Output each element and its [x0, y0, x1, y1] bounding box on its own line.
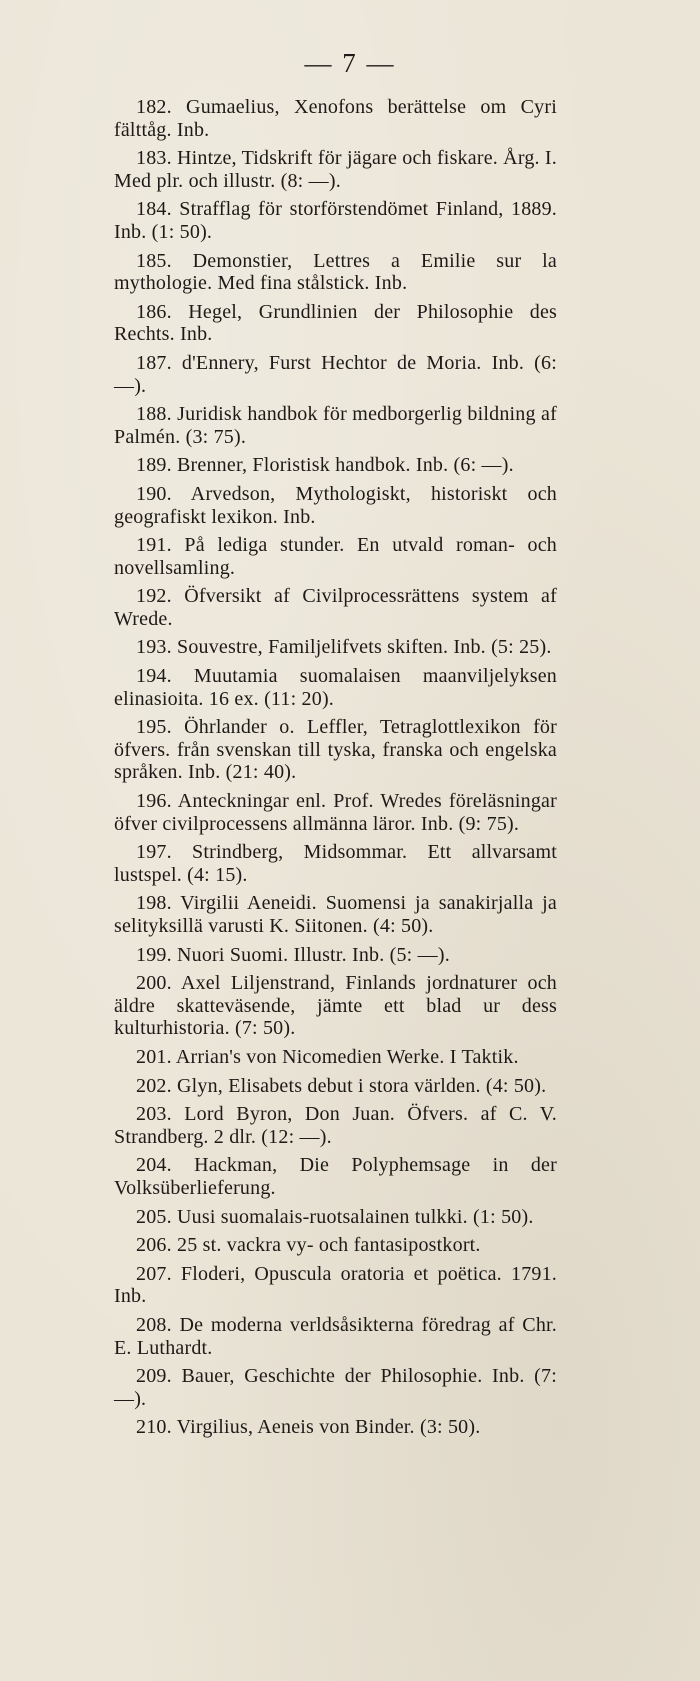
catalog-entry-203: 203. Lord Byron, Don Juan. Öfvers. af C. V. Strandberg. 2 dlr. (12: —). — [114, 1103, 557, 1148]
catalog-entry-191: 191. På lediga stunder. En utvald roman- och novellsamling. — [114, 534, 557, 579]
catalog-entry-197: 197. Strindberg, Midsommar. Ett allvarsamt lustspel. (4: 15). — [114, 841, 557, 886]
catalog-entry-185: 185. Demonstier, Lettres a Emilie sur la mythologie. Med fina stålstick. Inb. — [114, 249, 557, 295]
catalog-entry-189: 189. Brenner, Floristisk handbok. Inb. (6: —). — [136, 454, 514, 477]
page-number: — 7 — — [304, 48, 396, 78]
catalog-entry-202: 202. Glyn, Elisabets debut i stora världen. (4: 50). — [136, 1074, 547, 1097]
catalog-entry-206: 206. 25 st. vackra vy- och fantasipostkort. — [136, 1234, 481, 1257]
catalog-entry-187: 187. d'Ennery, Furst Hechtor de Moria. Inb. (6: —). — [114, 351, 557, 397]
catalog-entry-183: 183. Hintze, Tidskrift för jägare och fiskare. Årg. I. Med plr. och illustr. (8: —). — [114, 147, 557, 192]
catalog-entry-209: 209. Bauer, Geschichte der Philosophie. Inb. (7: —). — [114, 1365, 557, 1410]
catalog-entry-201: 201. Arrian's von Nicomedien Werke. I Taktik. — [136, 1045, 519, 1068]
catalog-entry-207: 207. Floderi, Opuscula oratoria et poëtica. 1791. Inb. — [114, 1262, 557, 1308]
catalog-entry-193: 193. Souvestre, Familjelifvets skiften. Inb. (5: 25). — [136, 636, 552, 659]
catalog-entry-198: 198. Virgilii Aeneidi. Suomensi ja sanakirjalla ja selityksillä varusti K. Siitonen. (4: 50). — [114, 892, 557, 937]
catalog-entry-188: 188. Juridisk handbok för medborgerlig bildning af Palmén. (3: 75). — [114, 403, 557, 448]
catalog-entry-200: 200. Axel Liljenstrand, Finlands jordnaturer och äldre skatteväsende, jämte ett blad ur dess kulturhistoria. (7: 50). — [114, 972, 557, 1040]
catalog-entry-190: 190. Arvedson, Mythologiskt, historiskt och geografiskt lexikon. Inb. — [114, 482, 557, 528]
catalog-entry-192: 192. Öfversikt af Civilprocessrättens system af Wrede. — [114, 585, 557, 630]
catalog-entry-184: 184. Strafflag för storförstendömet Finland, 1889. Inb. (1: 50). — [114, 198, 557, 243]
catalog-entry-list — [114, 96, 557, 1445]
catalog-entry-196: 196. Anteckningar enl. Prof. Wredes föreläsningar öfver civilprocessens allmänna läror. Inb. (9: 75). — [114, 790, 557, 835]
catalog-entry-199: 199. Nuori Suomi. Illustr. Inb. (5: —). — [136, 943, 450, 966]
catalog-entry-186: 186. Hegel, Grundlinien der Philosophie des Rechts. Inb. — [114, 300, 557, 346]
catalog-entry-208: 208. De moderna verldsåsikterna föredrag af Chr. E. Luthardt. — [114, 1313, 557, 1359]
catalog-entry-195: 195. Öhrlander o. Leffler, Tetraglottlexikon för öfvers. från svenskan till tyska, franska och engelska språken. Inb. (21: 40). — [114, 716, 557, 784]
catalog-entry-205: 205. Uusi suomalais-ruotsalainen tulkki. (1: 50). — [136, 1205, 534, 1228]
catalog-entry-182: 182. Gumaelius, Xenofons berättelse om Cyri fälttåg. Inb. — [114, 96, 557, 141]
catalog-entry-210: 210. Virgilius, Aeneis von Binder. (3: 50). — [136, 1416, 481, 1439]
catalog-entry-204: 204. Hackman, Die Polyphemsage in der Volksüberlieferung. — [114, 1154, 557, 1199]
catalog-entry-194: 194. Muutamia suomalaisen maanviljelyksen elinasioita. 16 ex. (11: 20). — [114, 665, 557, 710]
